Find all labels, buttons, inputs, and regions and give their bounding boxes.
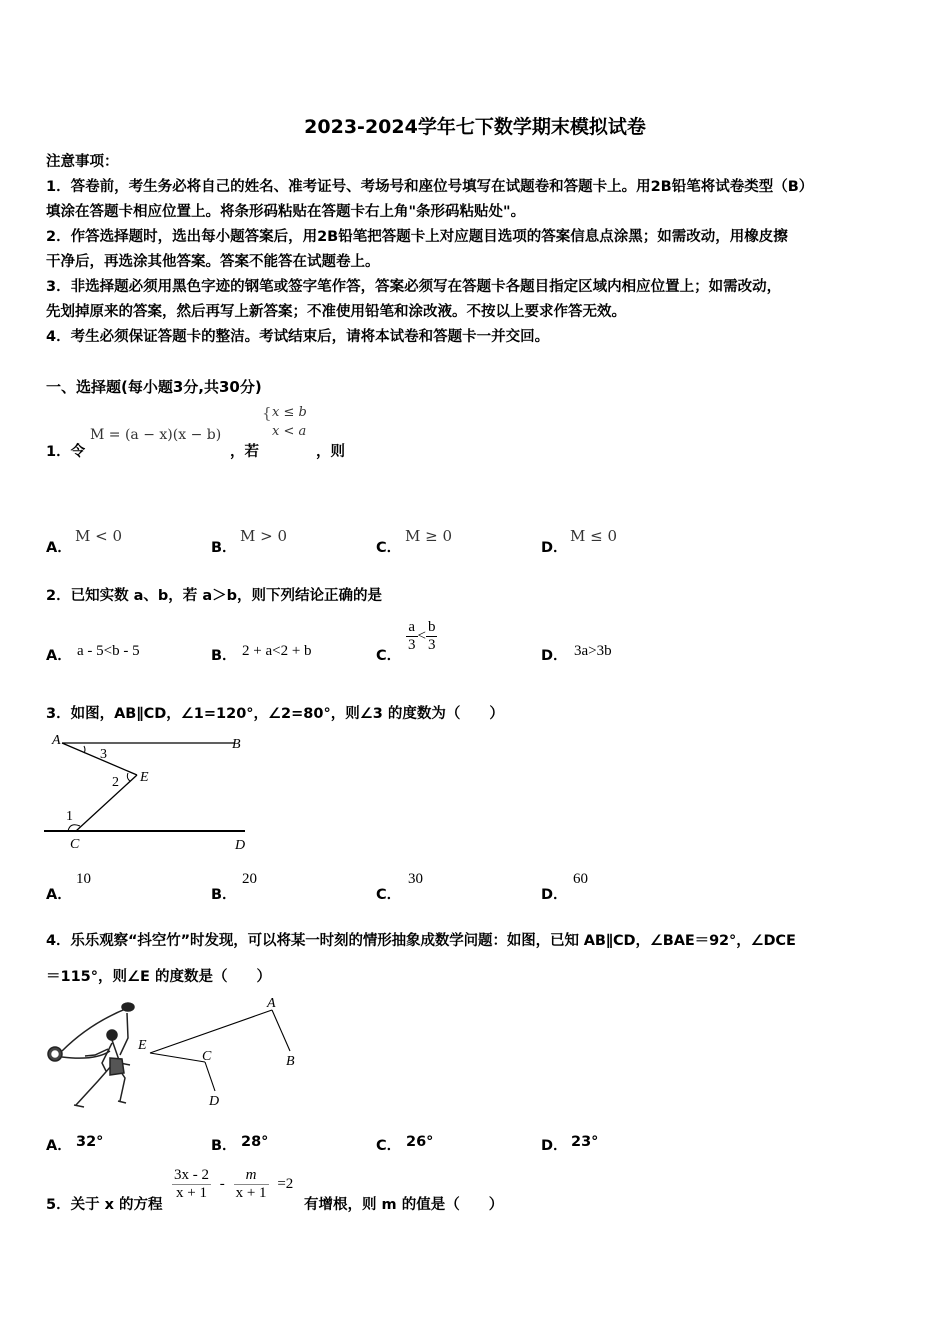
fraction-left: $\frac{3x - 2}{x + 1}$ xyxy=(174,1167,209,1201)
label-angle-1: 1 xyxy=(66,809,73,824)
angle-arc-3 xyxy=(84,746,85,753)
system-line-1: x ≤ b xyxy=(272,405,307,420)
option-value[interactable]: 28° xyxy=(241,1134,269,1150)
option-label[interactable]: C． xyxy=(376,540,402,556)
option-label[interactable]: D． xyxy=(541,887,568,903)
question-stem: 3．如图，AB∥CD，∠1=120°，∠2=80°，则∠3 的度数为（ ） xyxy=(46,706,504,722)
option-value[interactable]: a - 5<b - 5 xyxy=(77,643,140,659)
notice-heading: 注意事项： xyxy=(46,154,119,170)
fraction-right: $\frac{m}{x + 1}$ xyxy=(235,1167,267,1201)
figure-diabolo xyxy=(40,993,310,1118)
option-label[interactable]: C． xyxy=(376,648,402,664)
option-label[interactable]: D． xyxy=(541,648,568,664)
option-label[interactable]: B． xyxy=(211,540,237,556)
option-value[interactable]: 3a>3b xyxy=(574,643,612,659)
label-c: C xyxy=(202,1049,212,1064)
option-label[interactable]: B． xyxy=(211,648,237,664)
label-d: D xyxy=(209,1094,220,1109)
label-e: E xyxy=(140,770,149,785)
option-label[interactable]: A． xyxy=(46,1138,72,1154)
label-angle-2: 2 xyxy=(112,775,119,790)
option-value[interactable]: 10 xyxy=(76,871,91,887)
option-value[interactable]: 32° xyxy=(76,1134,104,1150)
option-value[interactable]: M > 0 xyxy=(240,527,288,545)
option-label[interactable]: D． xyxy=(541,1138,568,1154)
label-e: E xyxy=(138,1038,147,1053)
notice-line: 干净后，再选涂其他答案。答案不能答在试题卷上。 xyxy=(46,254,380,270)
option-label[interactable]: A． xyxy=(46,887,72,903)
notice-line: 先划掉原来的答案，然后再写上新答案；不准使用铅笔和涂改液。不按以上要求作答无效。 xyxy=(46,304,626,320)
option-label[interactable]: A． xyxy=(46,540,72,556)
question-stem: 2．已知实数 a、b，若 a＞b，则下列结论正确的是 xyxy=(46,588,383,604)
option-value[interactable]: 2 + a<2 + b xyxy=(242,643,312,659)
segment-ec xyxy=(150,1053,205,1062)
question-stem-line-2: ＝115°，则∠E 的度数是（ ） xyxy=(46,969,271,985)
fraction-a-3: $\frac{a}{3}$ xyxy=(408,619,416,653)
option-value[interactable]: 23° xyxy=(571,1134,599,1150)
label-a: A xyxy=(267,996,276,1011)
page-title: 2023-2024学年七下数学期末模拟试卷 xyxy=(304,116,646,138)
system-line-2: x < a xyxy=(272,424,307,439)
question-tail: ，则 xyxy=(316,444,345,460)
notice-line: 2．作答选择题时，选出每小题答案后，用2B铅笔把答题卡上对应题目选项的答案信息点涂黑；如需改动，用橡皮擦 xyxy=(46,229,788,245)
option-label[interactable]: C． xyxy=(376,1138,402,1154)
label-b: B xyxy=(232,737,241,752)
option-label[interactable]: A． xyxy=(46,648,72,664)
equation: $\frac{3x - 2}{x + 1}$ - $\frac{m}{x + 1}$ =2 xyxy=(174,1167,294,1201)
question-lead: 1．令 xyxy=(46,444,86,460)
option-value[interactable]: M ≥ 0 xyxy=(405,527,453,545)
label-c: C xyxy=(70,837,80,852)
option-fraction[interactable]: $\frac{a}{3}$ < $\frac{b}{3}$ xyxy=(408,619,436,653)
section-heading: 一、选择题(每小题3分,共30分) xyxy=(46,378,262,396)
option-value[interactable]: 60 xyxy=(573,871,588,887)
label-b: B xyxy=(286,1054,295,1069)
option-value[interactable]: 30 xyxy=(408,871,423,887)
question-lead: 5．关于 x 的方程 xyxy=(46,1197,163,1213)
label-d: D xyxy=(235,838,246,853)
option-value[interactable]: 26° xyxy=(406,1134,434,1150)
segment-cd xyxy=(205,1062,215,1091)
option-value[interactable]: 20 xyxy=(242,871,257,887)
option-label[interactable]: C． xyxy=(376,887,402,903)
label-a: A xyxy=(52,733,61,748)
brace-icon: { xyxy=(262,404,272,422)
option-value[interactable]: M ≤ 0 xyxy=(570,527,618,545)
angle-arc-2 xyxy=(127,773,130,781)
fraction-b-3: $\frac{b}{3}$ xyxy=(427,619,436,653)
notice-line: 填涂在答题卡相应位置上。将条形码粘贴在答题卡右上角"条形码粘贴处"。 xyxy=(46,204,526,220)
label-angle-3: 3 xyxy=(100,747,107,762)
option-value[interactable]: M < 0 xyxy=(75,527,123,545)
segment-ea xyxy=(150,1010,272,1053)
option-label[interactable]: D． xyxy=(541,540,568,556)
person-illustration xyxy=(48,1003,134,1107)
figure-parallel-lines xyxy=(40,728,260,856)
question-tail: 有增根，则 m 的值是（ ） xyxy=(304,1197,504,1213)
question-stem-line-1: 4．乐乐观察“抖空竹”时发现，可以将某一时刻的情形抽象成数学问题：如图，已知 AB∥CD，∠BAE＝92°，∠DCE xyxy=(46,933,796,949)
notice-line: 4．考生必须保证答题卡的整洁。考试结束后，请将本试卷和答题卡一并交回。 xyxy=(46,329,550,345)
notice-line: 1．答卷前，考生务必将自己的姓名、准考证号、考场号和座位号填写在试题卷和答题卡上。用2B铅笔将试卷类型（B） xyxy=(46,179,814,195)
option-label[interactable]: B． xyxy=(211,1138,237,1154)
notice-line: 3．非选择题必须用黑色字迹的钢笔或签字笔作答，答案必须写在答题卡各题目指定区域内相应位置上；如需改动， xyxy=(46,279,782,295)
segment-ab xyxy=(272,1010,290,1051)
formula-m: M = (a − x)(x − b) xyxy=(90,427,222,443)
question-mid: ，若 xyxy=(230,444,259,460)
option-label[interactable]: B． xyxy=(211,887,237,903)
segment-ec xyxy=(76,775,137,831)
